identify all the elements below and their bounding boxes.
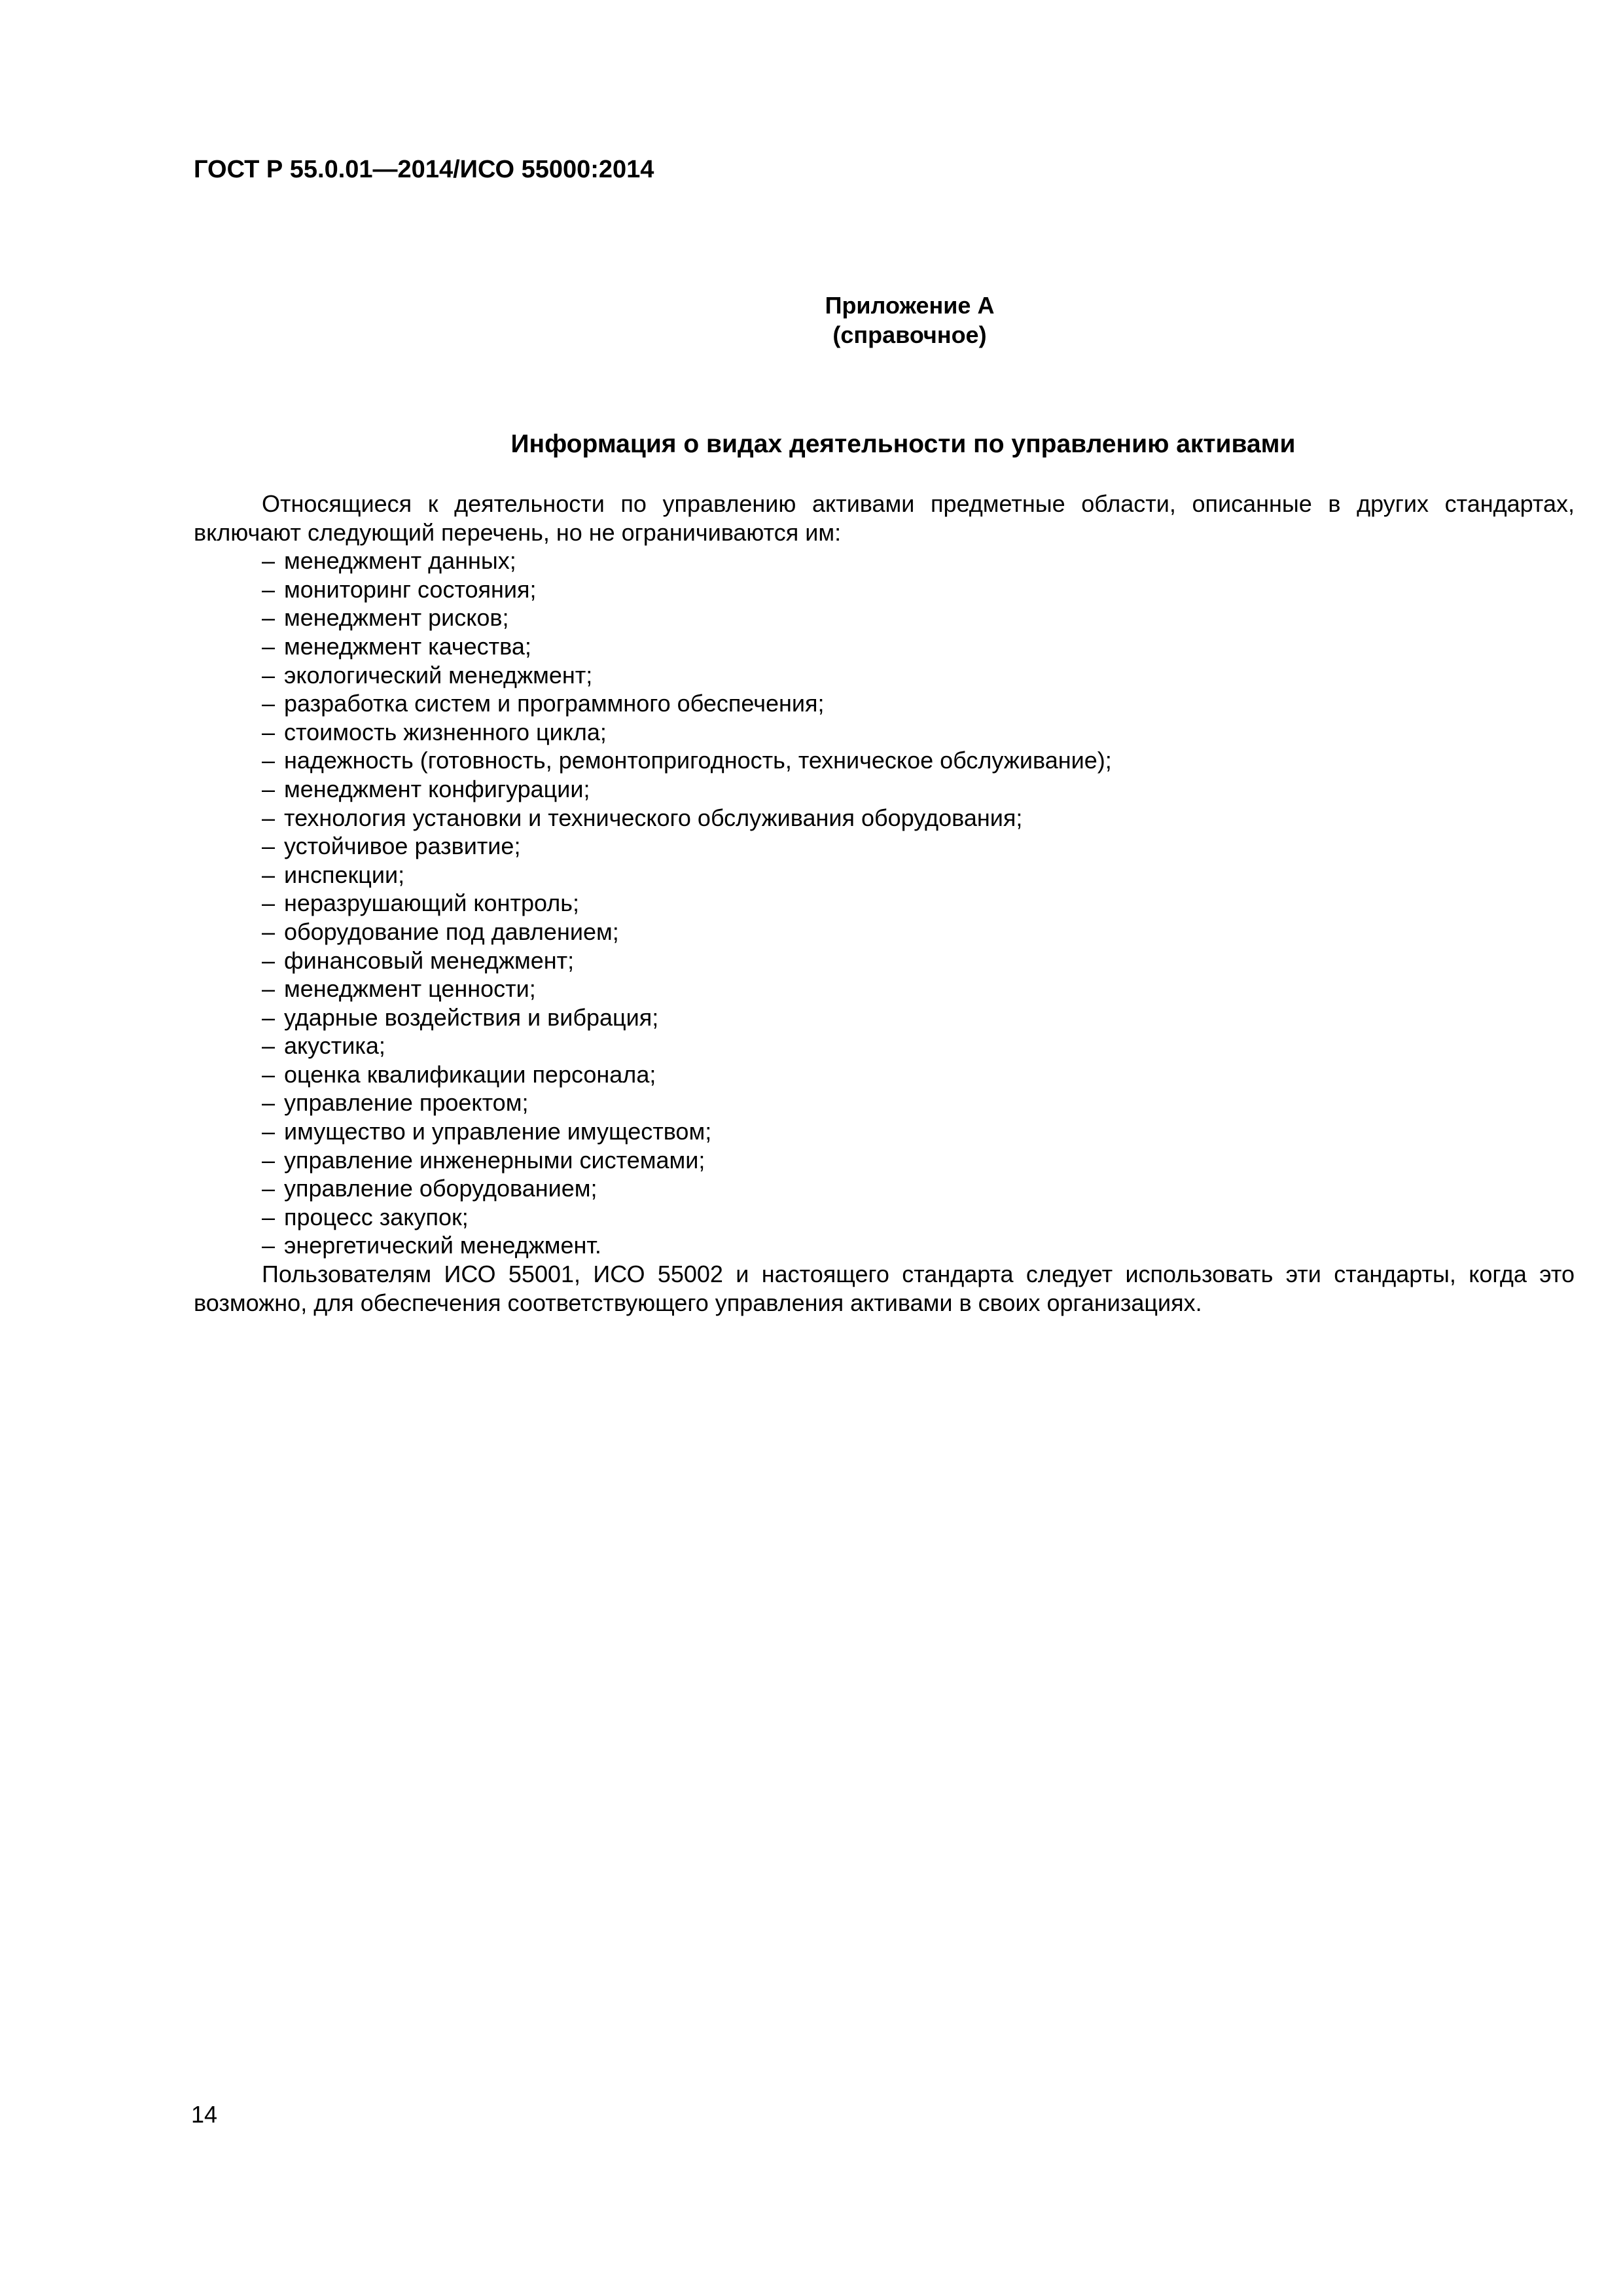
list-item — [194, 975, 1575, 1003]
list-item-text: менеджмент конфигурации; — [284, 775, 590, 802]
annex-heading — [746, 291, 1073, 350]
annex-status: (справочное) — [832, 321, 987, 348]
list-item-text: устойчивое развитие; — [284, 833, 521, 860]
list-item-text: надежность (готовность, ремонтопригодность, техническое обслуживание); — [284, 747, 1112, 774]
list-item — [194, 775, 1575, 804]
list-item — [194, 689, 1575, 718]
list-item — [194, 1231, 1575, 1260]
list-item-text: ударные воздействия и вибрация; — [284, 1003, 659, 1031]
list-marker: – — [262, 1003, 276, 1031]
list-item-text: управление инженерными системами; — [284, 1146, 705, 1174]
list-item — [194, 718, 1575, 747]
activity-list — [194, 547, 1575, 1260]
list-item-text: менеджмент данных; — [284, 547, 516, 575]
list-marker: – — [262, 632, 276, 660]
list-marker: – — [262, 1089, 276, 1117]
list-marker: – — [262, 1232, 276, 1259]
list-marker: – — [262, 547, 276, 575]
list-marker: – — [262, 661, 276, 689]
list-item — [194, 1088, 1575, 1117]
list-marker: – — [262, 1118, 276, 1145]
list-item-text: неразрушающий контроль; — [284, 889, 579, 917]
list-item-text: менеджмент качества; — [284, 632, 531, 660]
document-body — [194, 490, 1575, 1317]
list-item-text: мониторинг состояния; — [284, 575, 537, 603]
list-item-text: имущество и управление имуществом; — [284, 1118, 712, 1145]
list-marker: – — [262, 747, 276, 774]
list-marker: – — [262, 918, 276, 945]
list-item-text: оценка квалификации персонала; — [284, 1060, 656, 1088]
list-item-text: разработка систем и программного обеспечения; — [284, 690, 825, 717]
list-item — [194, 661, 1575, 690]
list-marker: – — [262, 946, 276, 974]
list-item — [194, 861, 1575, 889]
list-item — [194, 804, 1575, 833]
list-item-text: стоимость жизненного цикла; — [284, 718, 607, 745]
list-item — [194, 603, 1575, 632]
list-item — [194, 832, 1575, 861]
list-item-text: оборудование под давлением; — [284, 918, 619, 945]
list-item — [194, 547, 1575, 575]
list-item-text: финансовый менеджмент; — [284, 946, 575, 974]
list-item-text: управление проектом; — [284, 1089, 529, 1117]
list-marker: – — [262, 1203, 276, 1230]
list-item — [194, 918, 1575, 946]
list-item-text: инспекции; — [284, 861, 405, 888]
page-number: 14 — [191, 2101, 218, 2128]
list-marker: – — [262, 833, 276, 860]
list-item — [194, 1146, 1575, 1175]
list-marker: – — [262, 1175, 276, 1202]
list-marker: – — [262, 975, 276, 1003]
list-marker: – — [262, 804, 276, 831]
list-item-text: энергетический менеджмент. — [284, 1232, 601, 1259]
list-item — [194, 889, 1575, 918]
list-item-text: менеджмент ценности; — [284, 975, 536, 1003]
list-item — [194, 1203, 1575, 1232]
list-item-text: акустика; — [284, 1032, 385, 1060]
list-marker: – — [262, 690, 276, 717]
list-marker: – — [262, 604, 276, 632]
annex-label: Приложение А — [825, 292, 995, 319]
list-marker: – — [262, 889, 276, 917]
list-item-text: экологический менеджмент; — [284, 661, 593, 689]
list-item-text: управление оборудованием; — [284, 1175, 597, 1202]
list-item — [194, 746, 1575, 775]
list-item — [194, 632, 1575, 661]
list-item — [194, 1174, 1575, 1203]
list-item — [194, 1031, 1575, 1060]
section-title: Информация о видах деятельности по управлению активами — [510, 430, 1296, 458]
list-item-text: процесс закупок; — [284, 1203, 469, 1230]
list-marker: – — [262, 575, 276, 603]
intro-paragraph: Относящиеся к деятельности по управлению активами предметные области, описанные в других стандартах, включают следующий перечень, но не ограничиваются им: — [194, 490, 1575, 546]
list-item — [194, 946, 1575, 975]
list-item — [194, 575, 1575, 604]
list-marker: – — [262, 861, 276, 888]
list-marker: – — [262, 1146, 276, 1174]
closing-paragraph: Пользователям ИСО 55001, ИСО 55002 и настоящего стандарта следует использовать эти стандарты, когда это возможно, для обеспечения соответствующего управления активами в своих организациях. — [194, 1261, 1575, 1316]
list-item — [194, 1003, 1575, 1032]
list-marker: – — [262, 718, 276, 745]
list-item-text: менеджмент рисков; — [284, 604, 509, 632]
list-item — [194, 1060, 1575, 1089]
list-item-text: технология установки и технического обслуживания оборудования; — [284, 804, 1023, 831]
list-marker: – — [262, 1060, 276, 1088]
list-marker: – — [262, 1032, 276, 1060]
list-marker: – — [262, 775, 276, 802]
list-item — [194, 1117, 1575, 1146]
document-header: ГОСТ Р 55.0.01—2014/ИСО 55000:2014 — [194, 156, 654, 183]
